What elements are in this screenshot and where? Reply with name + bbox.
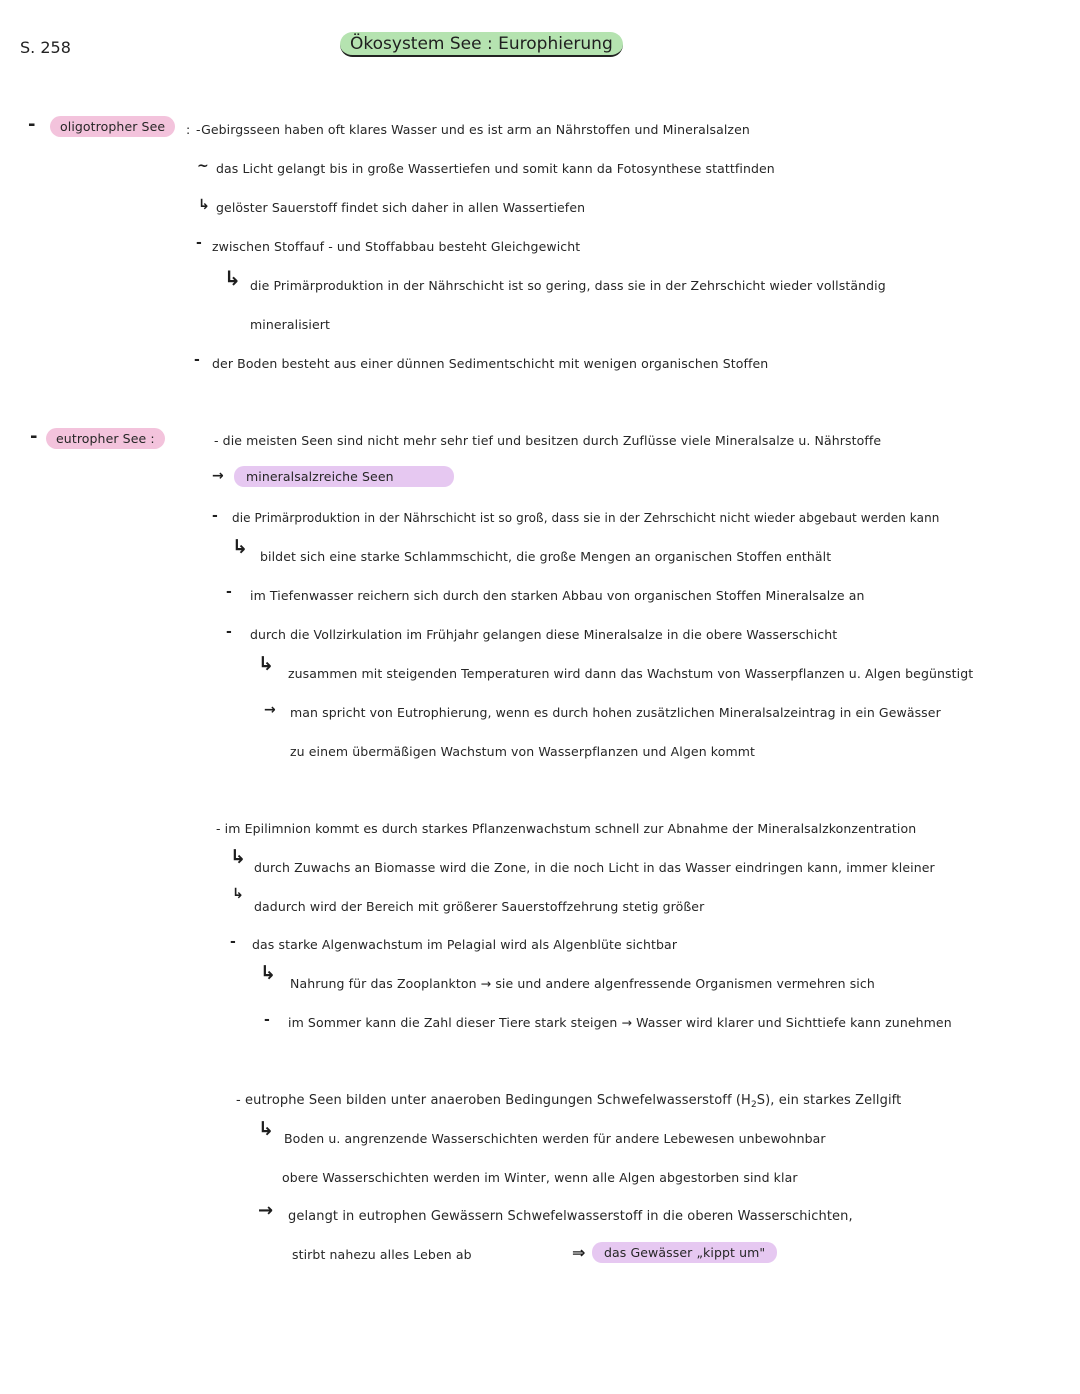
bullet-dash: - <box>226 624 232 640</box>
hook-arrow-icon: ↳ <box>232 536 248 558</box>
hook-arrow-icon: ↳ <box>258 653 274 675</box>
bullet-dash: - <box>196 235 202 251</box>
eutro-line-8: man spricht von Eutrophierung, wenn es durch hohen zusätzlichen Mineralsalzeintrag in ein Gewässer <box>290 705 941 720</box>
bullet-dash: - <box>28 114 36 135</box>
eutro-highlight <box>234 469 454 484</box>
hook-arrow-icon: ↳ <box>224 266 241 290</box>
tilde-marker: ~ <box>197 158 209 174</box>
h2s-line-3: obere Wasserschichten werden im Winter, wenn alle Algen abgestorben sind klar <box>282 1170 798 1185</box>
hook-arrow-icon: ↳ <box>260 962 276 984</box>
title-highlight <box>340 34 623 54</box>
oligo-colon: : <box>186 122 191 137</box>
oligo-line-1: -Gebirgsseen haben oft klares Wasser und es ist arm an Nährstoffen und Mineralsalzen <box>196 122 750 137</box>
h2s-line-5: stirbt nahezu alles Leben ab <box>292 1247 472 1262</box>
eutro-line-4: bildet sich eine starke Schlammschicht, die große Mengen an organischen Stoffen enthält <box>260 549 832 564</box>
oligo-line-6: mineralisiert <box>250 317 331 332</box>
epi-line-4: das starke Algenwachstum im Pelagial wird als Algenblüte sichtbar <box>252 937 678 952</box>
epi-line-5: Nahrung für das Zooplankton → sie und andere algenfressende Organismen vermehren sich <box>290 976 875 991</box>
bullet-dash: - <box>194 352 200 368</box>
eutro-line-2: mineralsalzreiche Seen <box>234 466 454 487</box>
oligo-line-7: der Boden besteht aus einer dünnen Sedimentschicht mit wenigen organischen Stoffen <box>212 356 769 371</box>
bullet-dash: - <box>230 934 236 950</box>
eutro-line-3: die Primärproduktion in der Nährschicht ist so groß, dass sie in der Zehrschicht nicht wieder abgebaut werden kann <box>232 511 940 525</box>
arrow-right-icon: → <box>212 468 224 484</box>
arrow-right-icon: → <box>258 1200 274 1221</box>
h2s-line-2: Boden u. angrenzende Wasserschichten werden für andere Lebewesen unbewohnbar <box>284 1131 826 1146</box>
eutro-line-7: zusammen mit steigenden Temperaturen wird dann das Wachstum von Wasserpflanzen u. Algen begünstigt <box>288 666 974 681</box>
h2s-line-1 <box>236 1093 901 1110</box>
hook-arrow-icon: ↳ <box>198 197 210 213</box>
eutro-line-5: im Tiefenwasser reichern sich durch den starken Abbau von organischen Stoffen Mineralsalze an <box>250 588 865 603</box>
eutro-line-9: zu einem übermäßigen Wachstum von Wasserpflanzen und Algen kommt <box>290 744 755 759</box>
hook-arrow-icon: ↳ <box>232 886 244 902</box>
hook-arrow-icon: ↳ <box>258 1118 274 1140</box>
bullet-dash: - <box>212 508 218 524</box>
epi-line-2: durch Zuwachs an Biomasse wird die Zone, in die noch Licht in das Wasser eindringen kann, immer kleiner <box>254 860 935 875</box>
arrow-right-icon: → <box>264 702 276 718</box>
oligo-line-2: das Licht gelangt bis in große Wassertiefen und somit kann da Fotosynthese stattfinden <box>216 161 775 176</box>
eutro-label-text: eutropher See : <box>46 428 165 449</box>
epi-line-1: - im Epilimnion kommt es durch starkes Pflanzenwachstum schnell zur Abnahme der Mineralsalzkonzentration <box>216 821 917 836</box>
page-title: Ökosystem See : Europhierung <box>340 32 623 57</box>
h2s-line-1-post: S), ein starkes Zellgift <box>756 1093 902 1108</box>
page-number: S. 258 <box>20 38 71 57</box>
bullet-dash: - <box>226 584 232 600</box>
bullet-dash: - <box>264 1012 270 1028</box>
h2s-line-4: gelangt in eutrophen Gewässern Schwefelwasserstoff in die oberen Wasserschichten, <box>288 1209 853 1224</box>
bullet-dash: - <box>30 426 38 447</box>
hook-arrow-icon: ↳ <box>230 846 246 868</box>
oligo-label-text: oligotropher See <box>50 116 175 137</box>
epi-line-3: dadurch wird der Bereich mit größerer Sauerstoffzehrung stetig größer <box>254 899 705 914</box>
oligo-line-4: zwischen Stoffauf - und Stoffabbau besteht Gleichgewicht <box>212 239 581 254</box>
epi-line-6: im Sommer kann die Zahl dieser Tiere stark steigen → Wasser wird klarer und Sichttiefe kann zunehmen <box>288 1015 952 1030</box>
eutro-line-1: - die meisten Seen sind nicht mehr sehr tief und besitzen durch Zuflüsse viele Mineralsalze u. Nährstoffe <box>214 433 882 448</box>
oligo-label <box>50 119 175 134</box>
eutro-label <box>46 431 165 446</box>
result-highlight <box>592 1245 777 1260</box>
oligo-line-3: gelöster Sauerstoff findet sich daher in allen Wassertiefen <box>216 200 586 215</box>
double-arrow-icon: ⇒ <box>572 1243 586 1262</box>
oligo-line-5: die Primärproduktion in der Nährschicht ist so gering, dass sie in der Zehrschicht wieder vollständig <box>250 278 886 293</box>
eutro-line-6: durch die Vollzirkulation im Frühjahr gelangen diese Mineralsalze in die obere Wasserschicht <box>250 627 838 642</box>
h2s-subscript: 2 <box>750 1100 757 1110</box>
h2s-line-1-pre: - eutrophe Seen bilden unter anaeroben Bedingungen Schwefelwasserstoff (H <box>236 1093 751 1108</box>
result-text: das Gewässer „kippt um" <box>592 1242 777 1263</box>
